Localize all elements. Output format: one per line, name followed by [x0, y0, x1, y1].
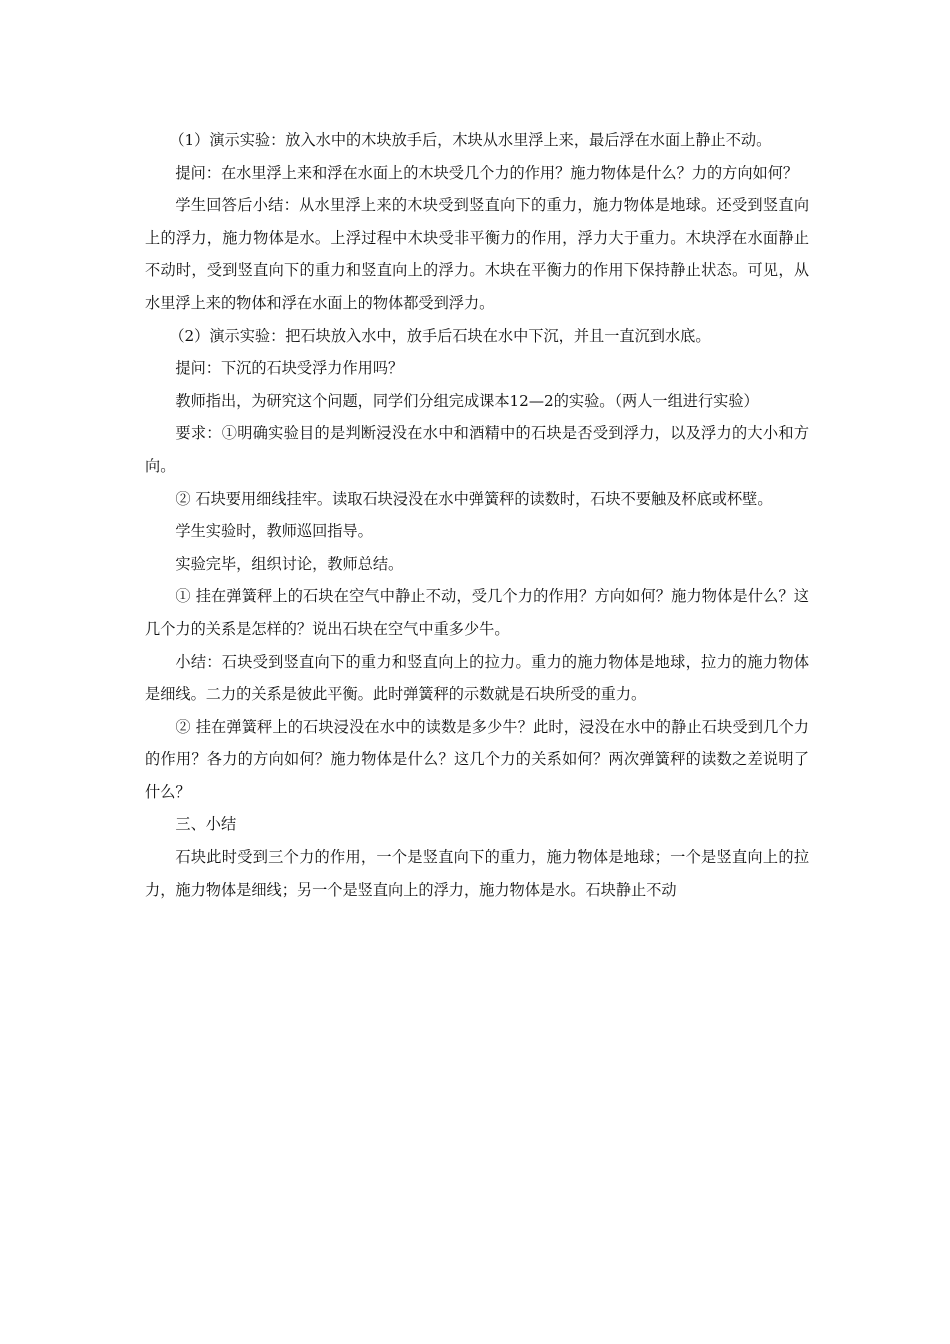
paragraph-student-experiment: 学生实验时，教师巡回指导。	[175, 522, 373, 541]
document-body	[145, 124, 809, 906]
paragraph-requirement-2: ② 石块要用细线挂牢。读取石块浸没在水中弹簧秤的读数时，石块不要触及杯底或杯壁。	[175, 489, 773, 508]
paragraph-summary-1: 学生回答后小结：从水里浮上来的木块受到竖直向下的重力，施力物体是地球。还受到竖直向上的浮力，施力物体是水。上浮过程中木块受非平衡力的作用，浮力大于重力。木块浮在水面静止不动时，受到竖直向下的重力和竖直向上的浮力。木块在平衡力的作用下保持静止状态。可见，从水里浮上来的物体和浮在水面上的物体都受到浮力。	[145, 196, 809, 312]
paragraph-question-2: 提问：下沉的石块受浮力作用吗？	[175, 359, 404, 378]
section-heading-summary: 三、小结	[175, 815, 237, 834]
paragraph-point-1: ① 挂在弹簧秤上的石块在空气中静止不动，受几个力的作用？方向如何？施力物体是什么？这几个力的关系是怎样的？说出石块在空气中重多少牛。	[145, 587, 809, 638]
paragraph-demo-1: （1）演示实验：放入水中的木块放手后，木块从水里浮上来，最后浮在水面上静止不动。	[169, 131, 772, 149]
paragraph-summary-2: 小结：石块受到竖直向下的重力和竖直向上的拉力。重力的施力物体是地球，拉力的施力物体是细线。二力的关系是彼此平衡。此时弹簧秤的示数就是石块所受的重力。	[145, 652, 809, 704]
paragraph-question-1: 提问：在水里浮上来和浮在水面上的木块受几个力的作用？施力物体是什么？力的方向如何？	[175, 163, 799, 182]
paragraph-final-summary: 石块此时受到三个力的作用，一个是竖直向下的重力，施力物体是地球；一个是竖直向上的拉力，施力物体是细线；另一个是竖直向上的浮力，施力物体是水。石块静止不动	[145, 848, 809, 899]
paragraph-discussion: 实验完毕，组织讨论，教师总结。	[175, 554, 404, 573]
paragraph-point-2: ② 挂在弹簧秤上的石块浸没在水中的读数是多少牛？此时，浸没在水中的静止石块受到几个力的作用？各力的方向如何？施力物体是什么？这几个力的关系如何？两次弹簧秤的读数之差说明了什么？	[145, 717, 809, 801]
paragraph-demo-2: （2）演示实验：把石块放入水中，放手后石块在水中下沉，并且一直沉到水底。	[169, 326, 711, 345]
paragraph-requirement-1: 要求：①明确实验目的是判断浸没在水中和酒精中的石块是否受到浮力，以及浮力的大小和方向。	[145, 424, 809, 475]
paragraph-teacher-note: 教师指出，为研究这个问题，同学们分组完成课本12—2的实验。（两人一组进行实验）	[175, 391, 759, 410]
